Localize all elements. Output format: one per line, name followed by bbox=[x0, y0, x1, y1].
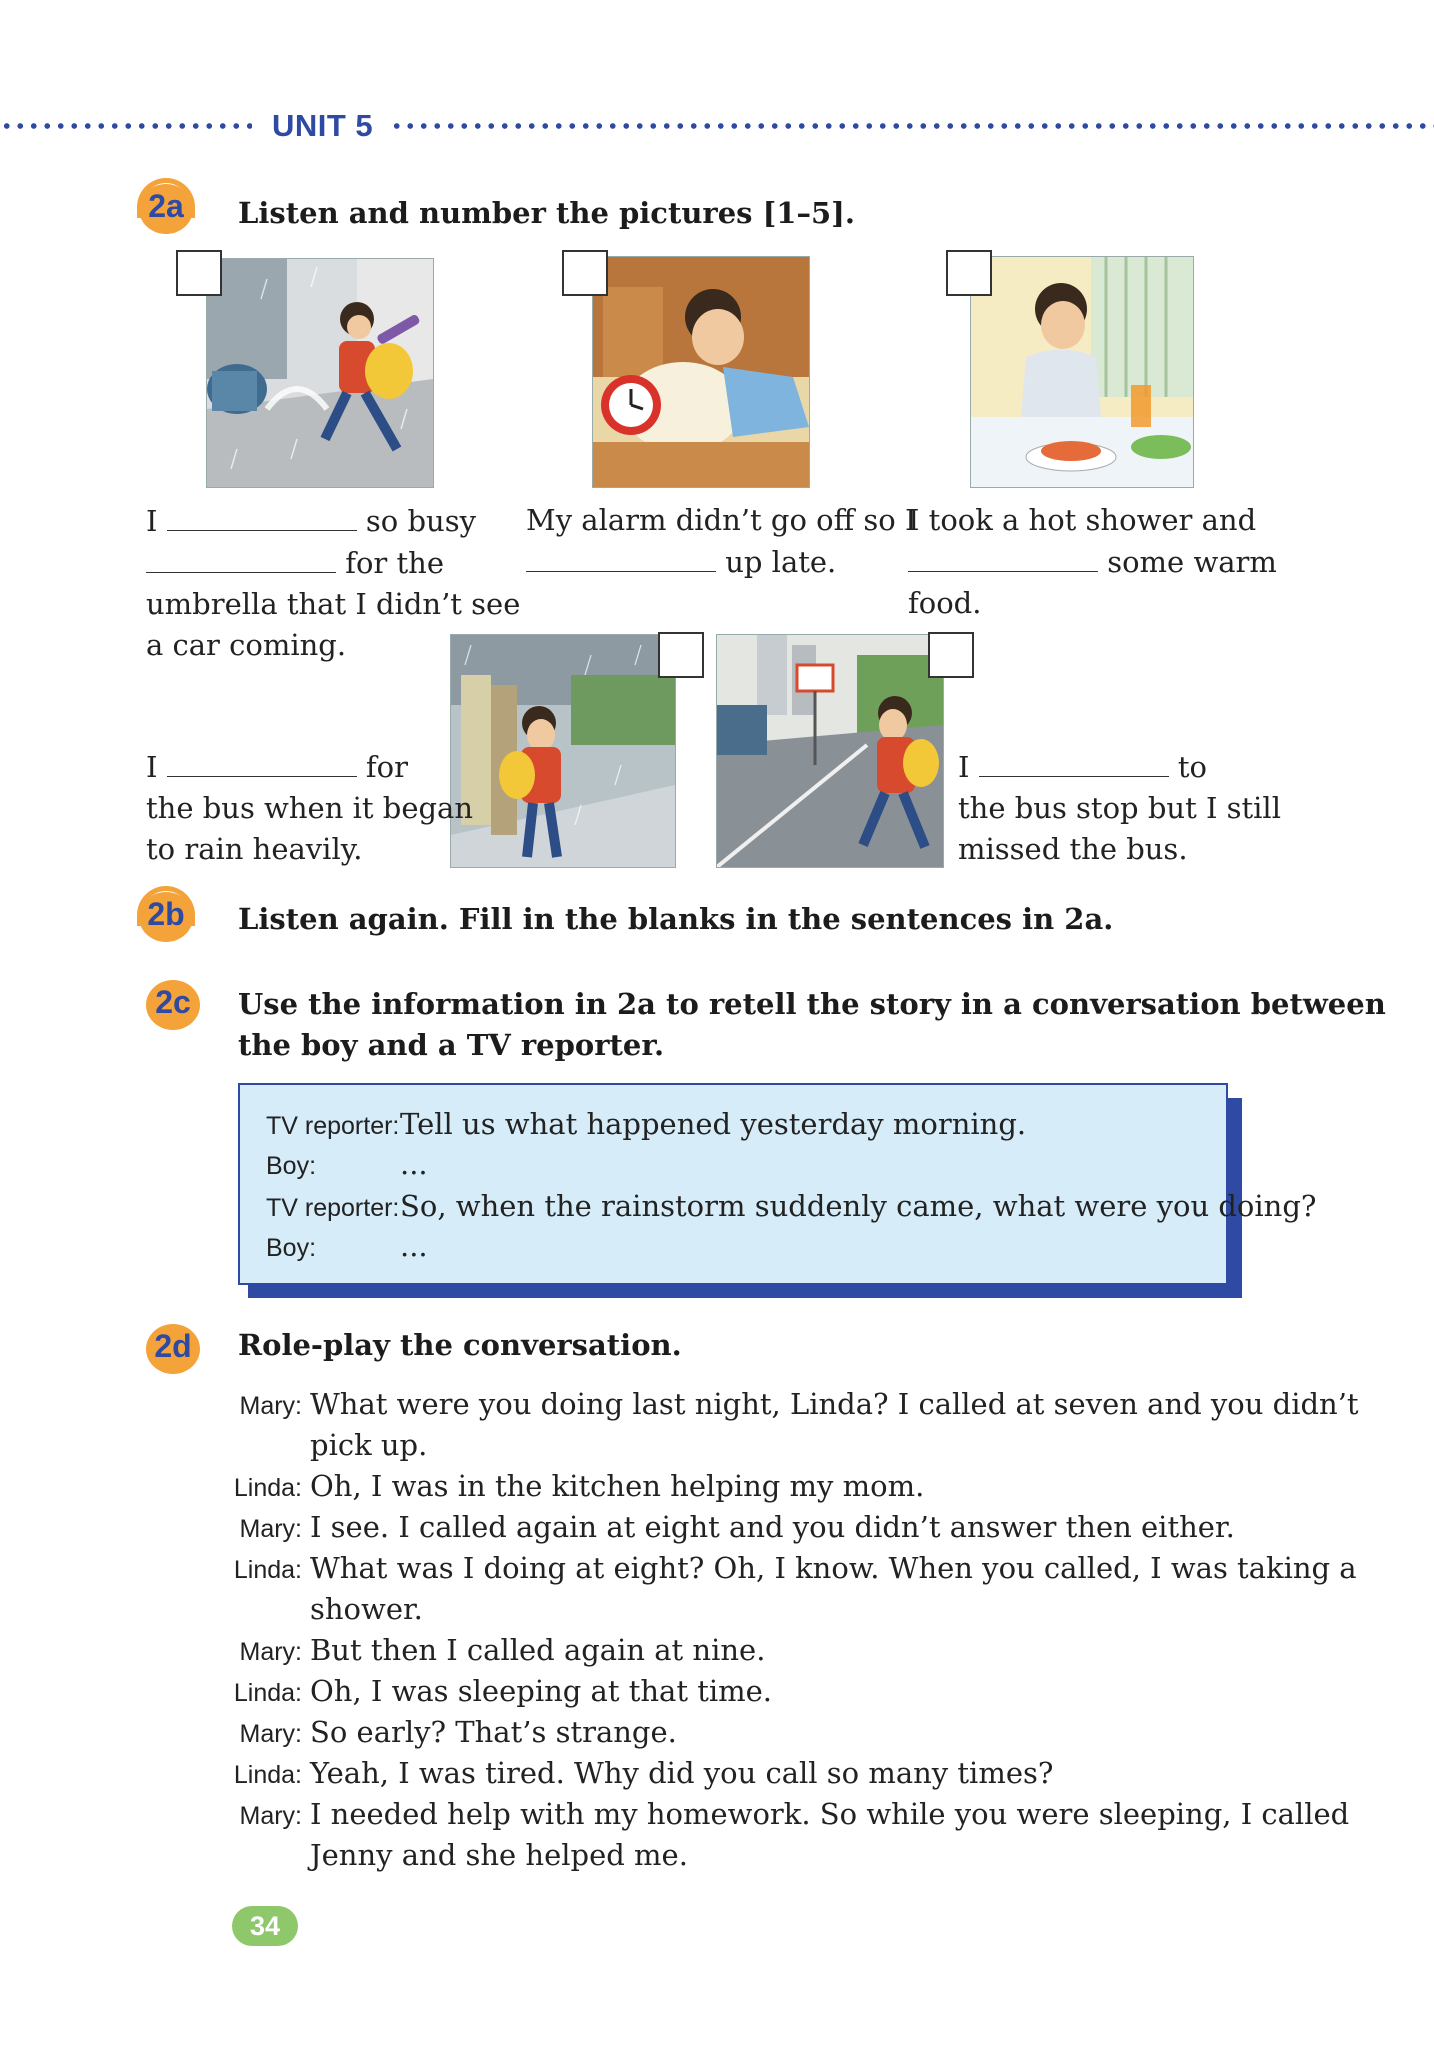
roleplay-line: Mary: I needed help with my homework. So while you were sleeping, I called bbox=[239, 1797, 1350, 1831]
caption-shower: I took a hot shower and some warm food. bbox=[908, 503, 1277, 620]
picture-boy-waiting-bus-in-rain bbox=[450, 634, 676, 868]
dialogue-box bbox=[238, 1083, 1317, 1285]
picture-boy-oversleeping-alarm-clock bbox=[592, 256, 810, 488]
roleplay-line: Jenny and she helped me. bbox=[310, 1838, 688, 1872]
dialogue-line: Boy: ... bbox=[266, 1147, 428, 1181]
picture-boy-running-in-rain bbox=[206, 258, 434, 488]
dialogue-line: TV reporter:So, when the rainstorm suddenly came, what were you doing? bbox=[266, 1189, 1317, 1223]
roleplay-line: Linda: Oh, I was in the kitchen helping my mom. bbox=[233, 1469, 925, 1503]
instruction-2b: Listen again. Fill in the blanks in the sentences in 2a. bbox=[238, 902, 1114, 936]
header-dots-left bbox=[0, 122, 252, 130]
caption-rain-run: I so busy for the umbrella that I didn’t see a car coming. bbox=[146, 500, 520, 666]
picture-boy-eating-breakfast bbox=[970, 256, 1194, 488]
unit-title: UNIT 5 bbox=[272, 108, 374, 143]
picture-boy-running-to-bus-stop bbox=[716, 634, 944, 868]
answer-blank[interactable] bbox=[908, 541, 1098, 572]
caption-bus-wait: I for the bus when it began to rain heavily. bbox=[146, 746, 473, 870]
roleplay-line: Linda: What was I doing at eight? Oh, I know. When you called, I was taking a bbox=[233, 1551, 1357, 1585]
page-number: 34 bbox=[232, 1906, 298, 1946]
caption-bus-stop: I to the bus stop but I still missed the bus. bbox=[958, 746, 1281, 870]
roleplay-line: Linda: Oh, I was sleeping at that time. bbox=[233, 1674, 773, 1708]
badge-2a: 2a bbox=[133, 178, 199, 234]
answer-blank[interactable] bbox=[167, 746, 357, 777]
badge-2c: 2c bbox=[140, 974, 206, 1030]
roleplay-line: Linda: Yeah, I was tired. Why did you call so many times? bbox=[233, 1756, 1054, 1790]
roleplay-line: Mary: But then I called again at nine. bbox=[239, 1633, 766, 1667]
answer-blank[interactable] bbox=[979, 746, 1169, 777]
roleplay-line: pick up. bbox=[310, 1428, 428, 1462]
number-box-2[interactable] bbox=[562, 250, 608, 296]
number-box-5[interactable] bbox=[928, 632, 974, 678]
answer-blank[interactable] bbox=[167, 500, 357, 531]
roleplay-line: Mary: What were you doing last night, Linda? I called at seven and you didn’t bbox=[239, 1387, 1359, 1421]
badge-2d: 2d bbox=[140, 1318, 206, 1374]
answer-blank[interactable] bbox=[146, 542, 336, 573]
instruction-2d: Role-play the conversation. bbox=[238, 1328, 682, 1362]
number-box-3[interactable] bbox=[946, 250, 992, 296]
caption-alarm: My alarm didn’t go off so I up late. bbox=[526, 503, 917, 579]
answer-blank[interactable] bbox=[526, 541, 716, 572]
dialogue-line: TV reporter:Tell us what happened yesterday morning. bbox=[266, 1107, 1027, 1141]
instruction-2a: Listen and number the pictures [1–5]. bbox=[238, 196, 855, 230]
instruction-2c: Use the information in 2a to retell the story in a conversation between the boy and a TV reporter. bbox=[238, 987, 1386, 1062]
dialogue-line: Boy: ... bbox=[266, 1229, 428, 1263]
badge-2b: 2b bbox=[133, 886, 199, 942]
roleplay-line: Mary: I see. I called again at eight and you didn’t answer then either. bbox=[239, 1510, 1235, 1544]
number-box-4[interactable] bbox=[658, 632, 704, 678]
number-box-1[interactable] bbox=[176, 250, 222, 296]
header-dots-right bbox=[390, 122, 1434, 130]
roleplay-line: Mary: So early? That’s strange. bbox=[239, 1715, 677, 1749]
roleplay-line: shower. bbox=[310, 1592, 423, 1626]
